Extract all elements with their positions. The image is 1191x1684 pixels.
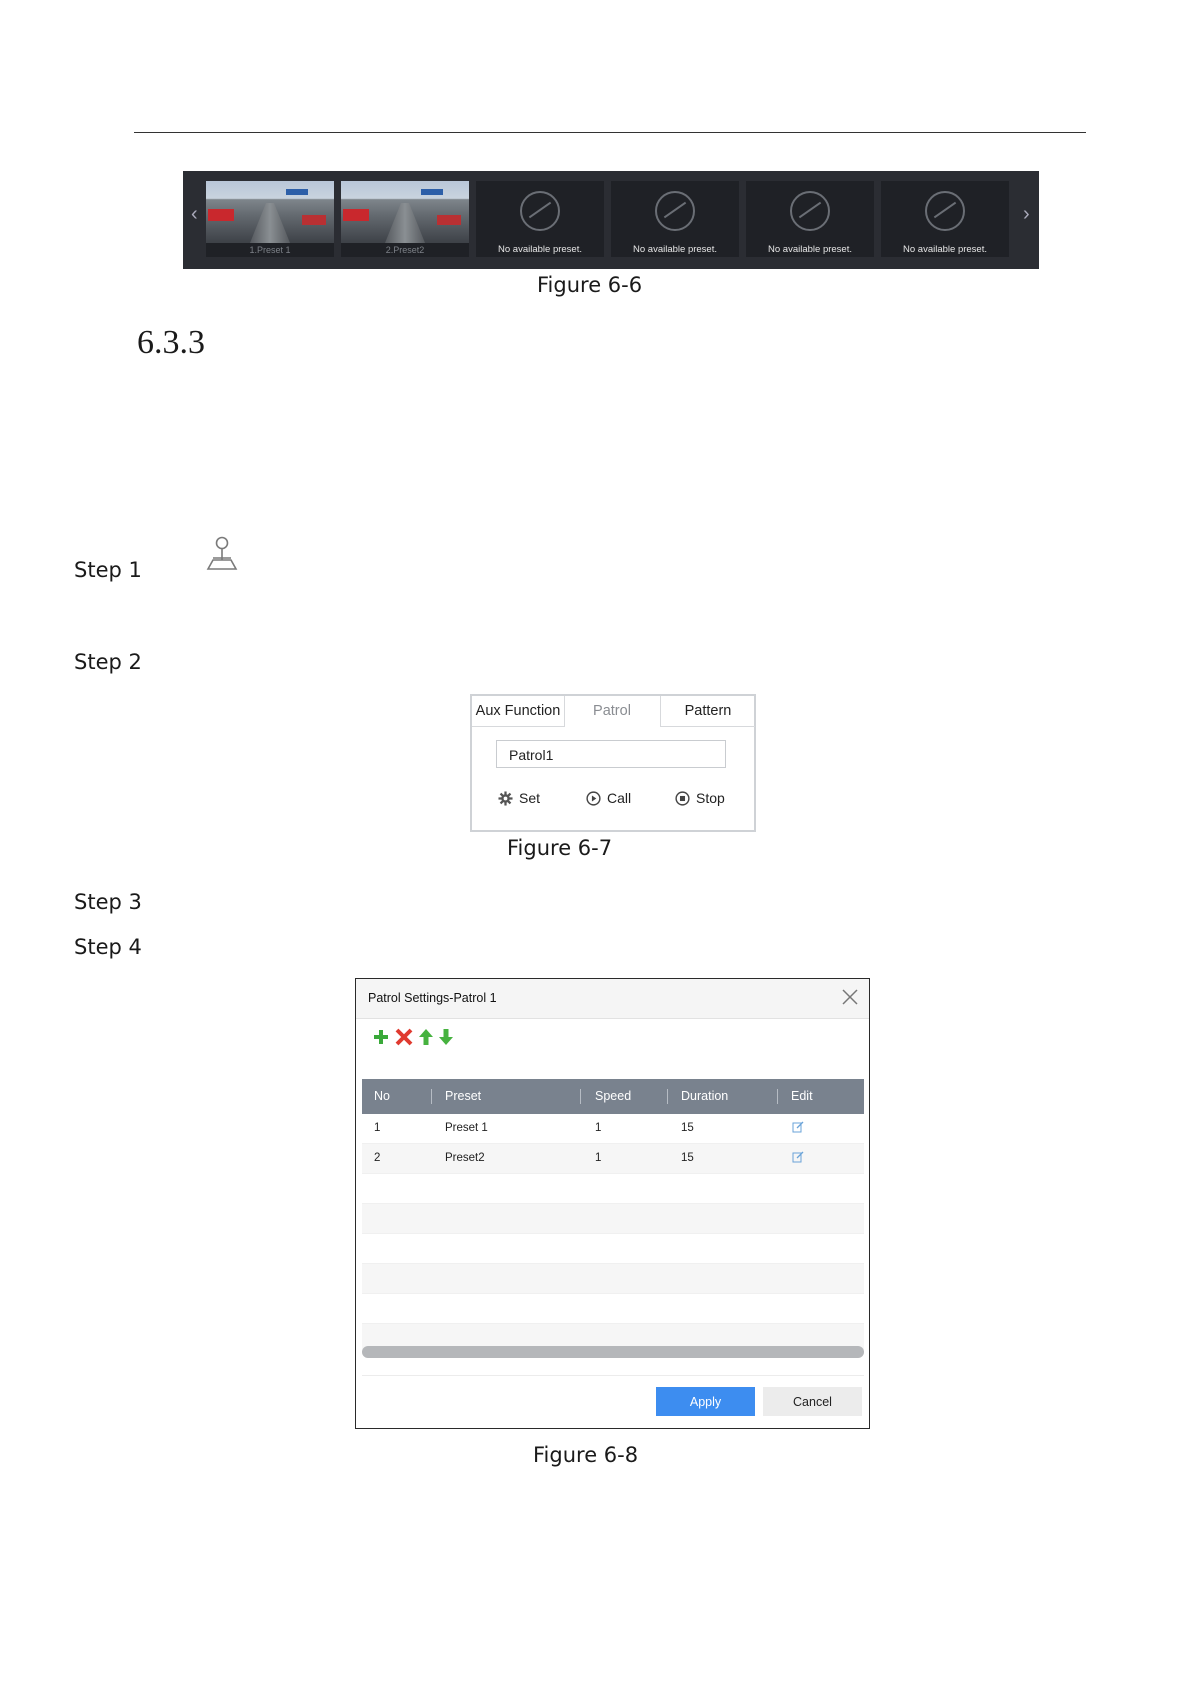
delete-icon[interactable]	[394, 1027, 414, 1047]
preset-thumb-6[interactable]	[881, 181, 1009, 257]
camera-view-image	[206, 181, 334, 243]
cell-no: 1	[374, 1122, 381, 1134]
patrol-table	[362, 1079, 864, 1354]
cell-preset: Preset2	[445, 1152, 485, 1164]
tab-aux-function[interactable]: Aux Function	[472, 696, 565, 727]
edit-icon[interactable]	[792, 1121, 804, 1133]
table-row[interactable]	[362, 1114, 864, 1144]
patrol-select[interactable]: Patrol1	[496, 740, 726, 768]
ptz-camera-icon	[520, 191, 560, 231]
preset-strip	[183, 171, 1039, 269]
call-label: Call	[607, 790, 632, 806]
dialog-title: Patrol Settings-Patrol 1	[368, 991, 497, 1005]
ptz-control-icon	[205, 536, 239, 572]
preset-label: No available preset.	[633, 244, 717, 255]
cell-speed: 1	[595, 1152, 602, 1164]
section-number: 6.3.3	[137, 324, 205, 361]
step-1-label: Step 1	[74, 558, 142, 582]
table-row[interactable]	[362, 1144, 864, 1174]
header-rule	[134, 132, 1086, 133]
table-row-empty	[362, 1294, 864, 1324]
set-label: Set	[519, 790, 541, 806]
move-up-icon[interactable]	[418, 1028, 434, 1046]
preset-thumb-4[interactable]	[611, 181, 739, 257]
ptz-camera-icon	[925, 191, 965, 231]
table-header	[362, 1079, 864, 1114]
table-row-empty	[362, 1234, 864, 1264]
cell-duration: 15	[681, 1122, 694, 1134]
col-preset: Preset	[445, 1089, 482, 1103]
move-down-icon[interactable]	[438, 1028, 454, 1046]
step-3-label: Step 3	[74, 890, 142, 914]
footer-divider	[362, 1375, 864, 1376]
col-speed: Speed	[595, 1089, 632, 1103]
gear-icon	[498, 791, 513, 806]
stop-button[interactable]	[675, 788, 725, 808]
table-row-empty	[362, 1174, 864, 1204]
figure-caption-6-8: Figure 6-8	[533, 1443, 639, 1467]
cell-speed: 1	[595, 1122, 602, 1134]
preset-thumb-2[interactable]	[341, 181, 469, 257]
tab-patrol[interactable]: Patrol	[593, 703, 631, 719]
apply-button[interactable]: Apply	[656, 1387, 755, 1416]
preset-label: 1.Preset 1	[249, 245, 291, 255]
preset-label: No available preset.	[768, 244, 852, 255]
step-4-label: Step 4	[74, 935, 142, 959]
horizontal-scrollbar[interactable]	[362, 1346, 864, 1358]
preset-label: No available preset.	[903, 244, 987, 255]
cell-duration: 15	[681, 1152, 694, 1164]
close-icon[interactable]	[841, 988, 859, 1006]
prev-arrow-icon[interactable]: ‹	[191, 203, 198, 225]
cancel-button[interactable]: Cancel	[763, 1387, 862, 1416]
table-row-empty	[362, 1264, 864, 1294]
col-duration: Duration	[681, 1089, 729, 1103]
camera-view-image	[341, 181, 469, 243]
col-no: No	[374, 1089, 390, 1103]
ptz-camera-icon	[655, 191, 695, 231]
preset-thumb-1[interactable]	[206, 181, 334, 257]
play-circle-icon	[586, 791, 601, 806]
stop-label: Stop	[696, 790, 725, 806]
cell-preset: Preset 1	[445, 1122, 488, 1134]
set-button[interactable]	[498, 788, 540, 808]
stop-circle-icon	[675, 791, 690, 806]
patrol-settings-dialog	[355, 978, 870, 1429]
step-2-label: Step 2	[74, 650, 142, 674]
preset-label: No available preset.	[498, 244, 582, 255]
dialog-header	[356, 979, 869, 1019]
call-button[interactable]	[586, 788, 631, 808]
table-row-empty	[362, 1204, 864, 1234]
ptz-camera-icon	[790, 191, 830, 231]
add-icon[interactable]	[372, 1028, 390, 1046]
tab-pattern[interactable]: Pattern	[660, 696, 755, 727]
dialog-toolbar	[372, 1027, 454, 1047]
next-arrow-icon[interactable]: ›	[1023, 203, 1030, 225]
figure-caption-6-6: Figure 6-6	[537, 273, 643, 297]
preset-thumb-3[interactable]	[476, 181, 604, 257]
preset-thumb-5[interactable]	[746, 181, 874, 257]
preset-label: 2.Preset2	[385, 245, 425, 255]
cell-no: 2	[374, 1152, 381, 1164]
col-edit: Edit	[791, 1089, 813, 1103]
patrol-panel	[470, 694, 756, 832]
edit-icon[interactable]	[792, 1151, 804, 1163]
figure-caption-6-7: Figure 6-7	[507, 836, 613, 860]
